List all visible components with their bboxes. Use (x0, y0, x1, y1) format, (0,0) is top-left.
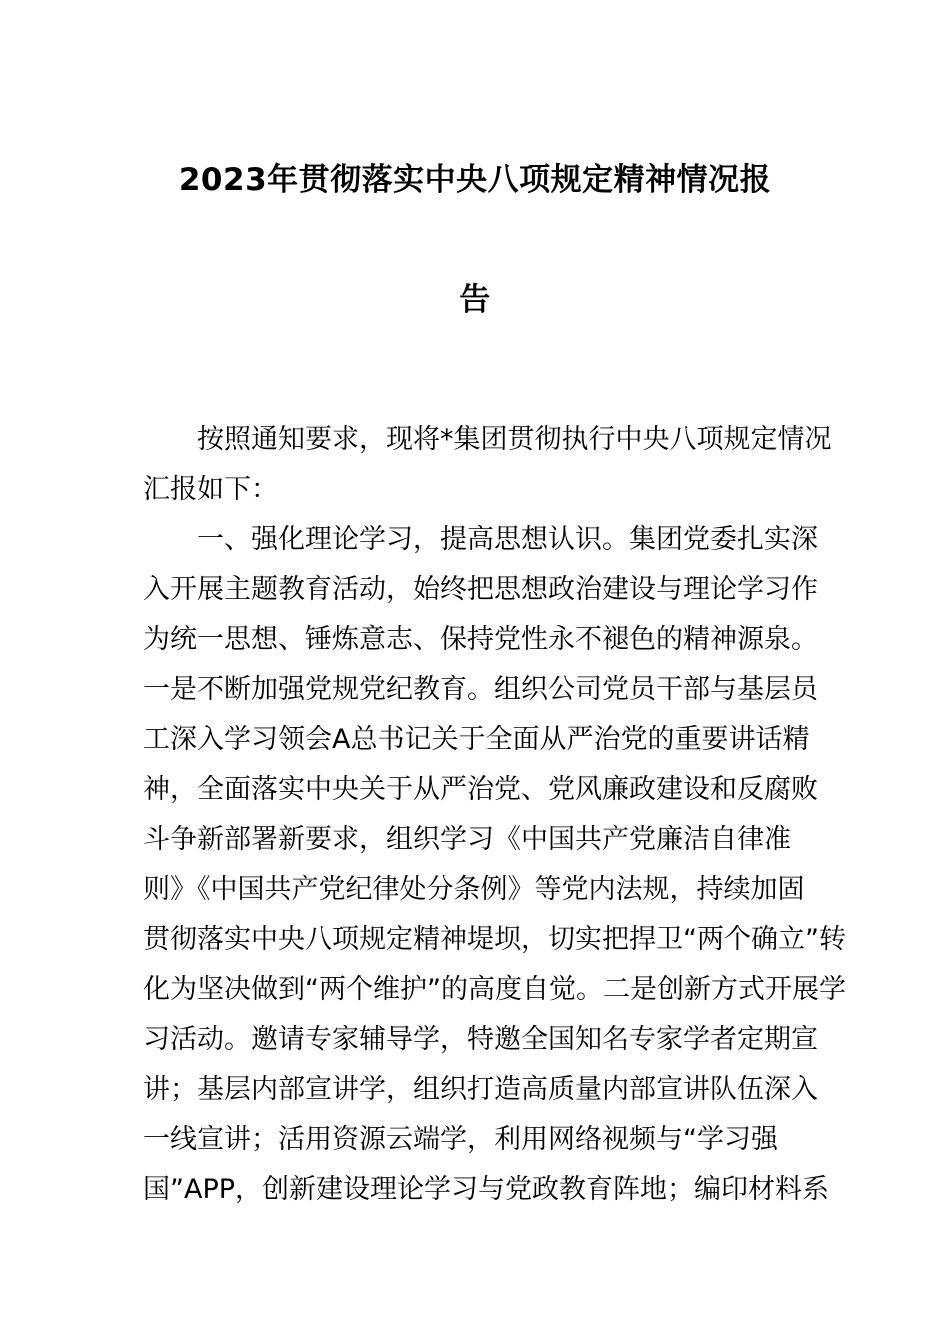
section-one-line: 则》《中国共产党纪律处分条例》等党内法规，持续加固 (143, 874, 805, 905)
section-one-line: 入开展主题教育活动，始终把思想政治建设与理论学习作 (143, 574, 818, 605)
section-one-line: 工深入学习领会A总书记关于全面从严治党的重要讲话精 (143, 724, 810, 755)
paragraph-intro-line: 汇报如下： (143, 474, 278, 505)
section-one-line: 一、强化理论学习，提高思想认识。集团党委扎实深 (197, 524, 818, 555)
section-one-line: 一是不断加强党规党纪教育。组织公司党员干部与基层员 (143, 674, 818, 705)
section-one-line: 为统一思想、锤炼意志、保持党性永不褪色的精神源泉。 (143, 624, 818, 655)
section-one-line: 贯彻落实中央八项规定精神堤坝，切实把捍卫“两个确立”转 (143, 924, 846, 955)
section-one-line: 国”APP，创新建设理论学习与党政教育阵地；编印材料系 (143, 1174, 830, 1205)
document-body (143, 415, 846, 1215)
section-one-line: 神，全面落实中央关于从严治党、党风廉政建设和反腐败 (143, 774, 818, 805)
document-title-line-1: 2023年贯彻落实中央八项规定精神情况报 (178, 162, 772, 198)
section-one-line: 斗争新部署新要求，组织学习《中国共产党廉洁自律准 (143, 824, 791, 855)
section-one-line: 化为坚决做到“两个维护”的高度自觉。二是创新方式开展学 (143, 974, 846, 1005)
document-title-line-2: 告 (459, 282, 491, 318)
section-one-line: 一线宣讲；活用资源云端学，利用网络视频与“学习强 (143, 1124, 778, 1155)
section-one-line: 习活动。邀请专家辅导学，特邀全国知名专家学者定期宣 (143, 1024, 818, 1055)
section-one-line: 讲；基层内部宣讲学，组织打造高质量内部宣讲队伍深入 (143, 1074, 818, 1105)
paragraph-intro-line: 按照通知要求，现将*集团贯彻执行中央八项规定情况 (197, 424, 832, 455)
